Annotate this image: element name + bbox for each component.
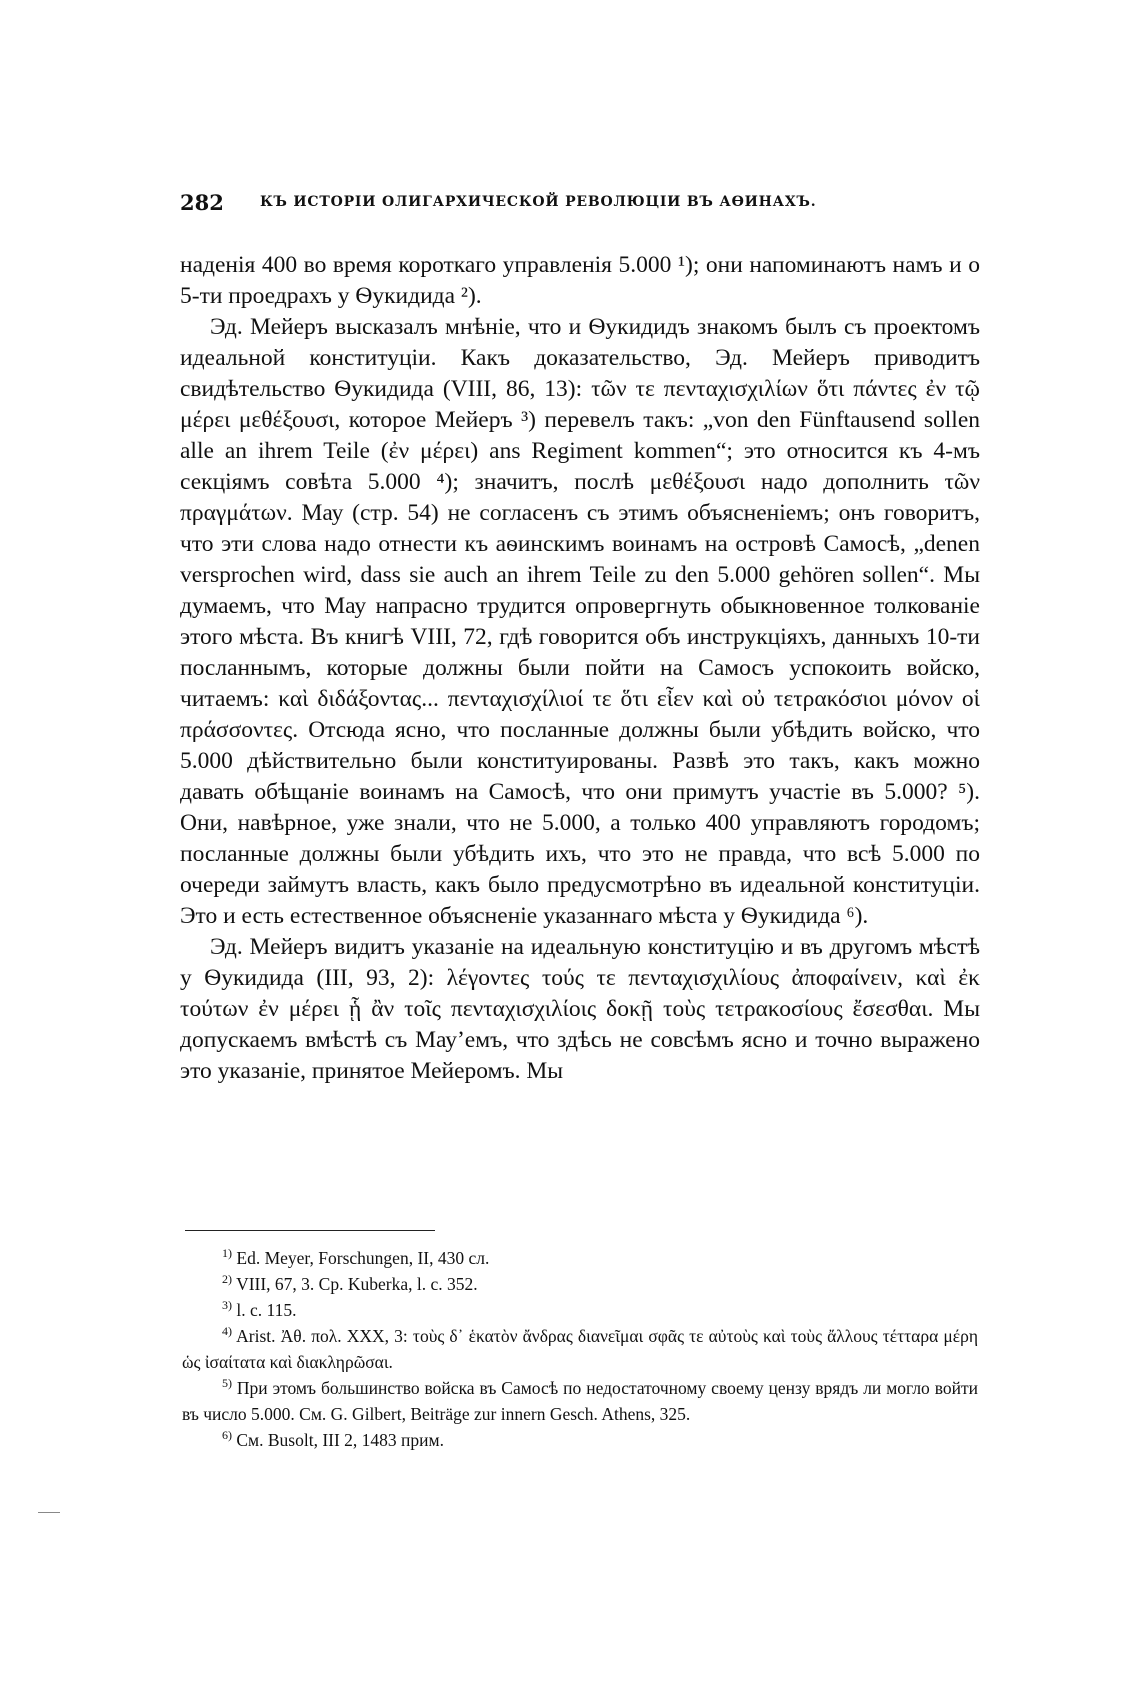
- margin-mark: [38, 1512, 60, 1513]
- page-number: 282: [180, 190, 224, 215]
- footnote-mark: 5): [222, 1376, 232, 1391]
- footnote-mark: 3): [222, 1298, 232, 1313]
- footnote-text: Ed. Meyer, Forschungen, II, 430 сл.: [236, 1248, 490, 1268]
- footnote-text: l. c. 115.: [236, 1300, 297, 1320]
- footnote-text: Arist. Ἀθ. πολ. XXX, 3: τοὺς δ᾽ ἑκατὸν ἄνδρας διανεῖμαι σφᾶς τε αὐτοὺς καὶ τοὺς ἄλλους τέτταρα μέρη ὡς ἰσαίτατα καὶ διακληρῶσαι.: [182, 1326, 978, 1372]
- footnote-text: VIII, 67, 3. Ср. Kuberka, l. c. 352.: [236, 1274, 478, 1294]
- paragraph-meyer-thucydides: Эд. Мейеръ высказалъ мнѣніе, что и Ѳукидидъ знакомъ былъ съ проектомъ идеальной конституціи. Какъ доказательство, Эд. Мейеръ приводитъ свидѣтельство Ѳукидида (VIII, 86, 13): τῶν τε πενταχισχιλίων ὅτι πάντες ἐν τῷ μέρει μεθέξουσι, которое Мейеръ ³) перевелъ такъ: „von den Fünftausend sollen alle an ihrem Teile (ἐν μέρει) ans Regiment kommen“; это относится къ 4-мъ секціямъ совѣта 5.000 ⁴); значитъ, послѣ μεθέξουσι надо дополнить τῶν πραγμάτων. Мау (стр. 54) не согласенъ съ этимъ объясненіемъ; онъ говоритъ, что эти слова надо отнести къ аѳинскимъ воинамъ на островѣ Самосѣ, „denen versprochen wird, dass sie auch an ihrem Teile zu den 5.000 gehören sollen“. Мы думаемъ, что Мау напрасно трудится опровергнуть обыкновенное толкованіе этого мѣста. Въ книгѣ VIII, 72, гдѣ говорится объ инструкціяхъ, данныхъ 10-ти посланнымъ, которые должны были пойти на Самосъ успокоить войско, читаемъ: καὶ διδάξοντας... πενταχισχίλιοί τε ὅτι εἶεν καὶ οὐ τετρακόσιοι μόνον οἱ πράσσοντες. Отсюда ясно, что посланные должны были убѣдить войско, что 5.000 дѣйствительно были конституированы. Развѣ это такъ, какъ можно давать обѣщаніе воинамъ на Самосѣ, что они примутъ участіе въ 5.000? ⁵). Они, навѣрное, уже знали, что не 5.000, а только 400 управляютъ городомъ; посланные должны были убѣдить ихъ, что это не правда, что всѣ 5.000 по очереди займутъ власть, какъ было предусмотрѣно въ идеальной конституціи. Это и есть естественное объясненіе указаннаго мѣста у Ѳукидида ⁶).: [180, 314, 980, 929]
- footnote: [182, 1297, 978, 1323]
- footnote: [182, 1427, 978, 1453]
- footnote: [182, 1375, 978, 1427]
- footnote-mark: 2): [222, 1272, 232, 1287]
- footnote: [182, 1245, 978, 1271]
- body-text: [180, 250, 980, 1087]
- footnote-mark: 1): [222, 1246, 232, 1261]
- running-title: КЪ ИСТОРІИ ОЛИГАРХИЧЕСКОЙ РЕВОЛЮЦІИ ВЪ АѲИНАХЪ.: [260, 194, 817, 210]
- footnote-mark: 6): [222, 1428, 232, 1443]
- footnote-text: См. Busolt, III 2, 1483 прим.: [236, 1430, 444, 1450]
- footnote-divider: [185, 1230, 435, 1231]
- footnote-mark: 4): [222, 1324, 232, 1339]
- footnote: [182, 1323, 978, 1375]
- paragraph-other-passage: Эд. Мейеръ видитъ указаніе на идеальную конституцію и въ другомъ мѣстѣ у Ѳукидида (III, 93, 2): λέγοντες τούς τε πενταχισχιλίους ἀποφαίνειν, καὶ ἐκ τούτων ἐν μέρει ᾗ ἂν τοῖς πενταχισχιλίοις δοκῇ τοὺς τετρακοσίους ἔσεσθαι. Мы допускаемъ вмѣстѣ съ Мау’емъ, что здѣсь не совсѣмъ ясно и точно выражено это указаніе, принятое Мейеромъ. Мы: [180, 934, 980, 1084]
- footnotes: [182, 1245, 978, 1453]
- footnote: [182, 1271, 978, 1297]
- paragraph-continued: наденія 400 во время короткаго управленія 5.000 ¹); они напоминаютъ намъ и о 5-ти проедрахъ у Ѳукидида ²).: [180, 252, 980, 309]
- running-head: [180, 190, 980, 224]
- footnote-text: При этомъ большинство войска въ Самосѣ по недостаточному своему цензу врядъ ли могло войти въ число 5.000. См. G. Gilbert, Beiträge zur innern Gesch. Athens, 325.: [182, 1378, 978, 1424]
